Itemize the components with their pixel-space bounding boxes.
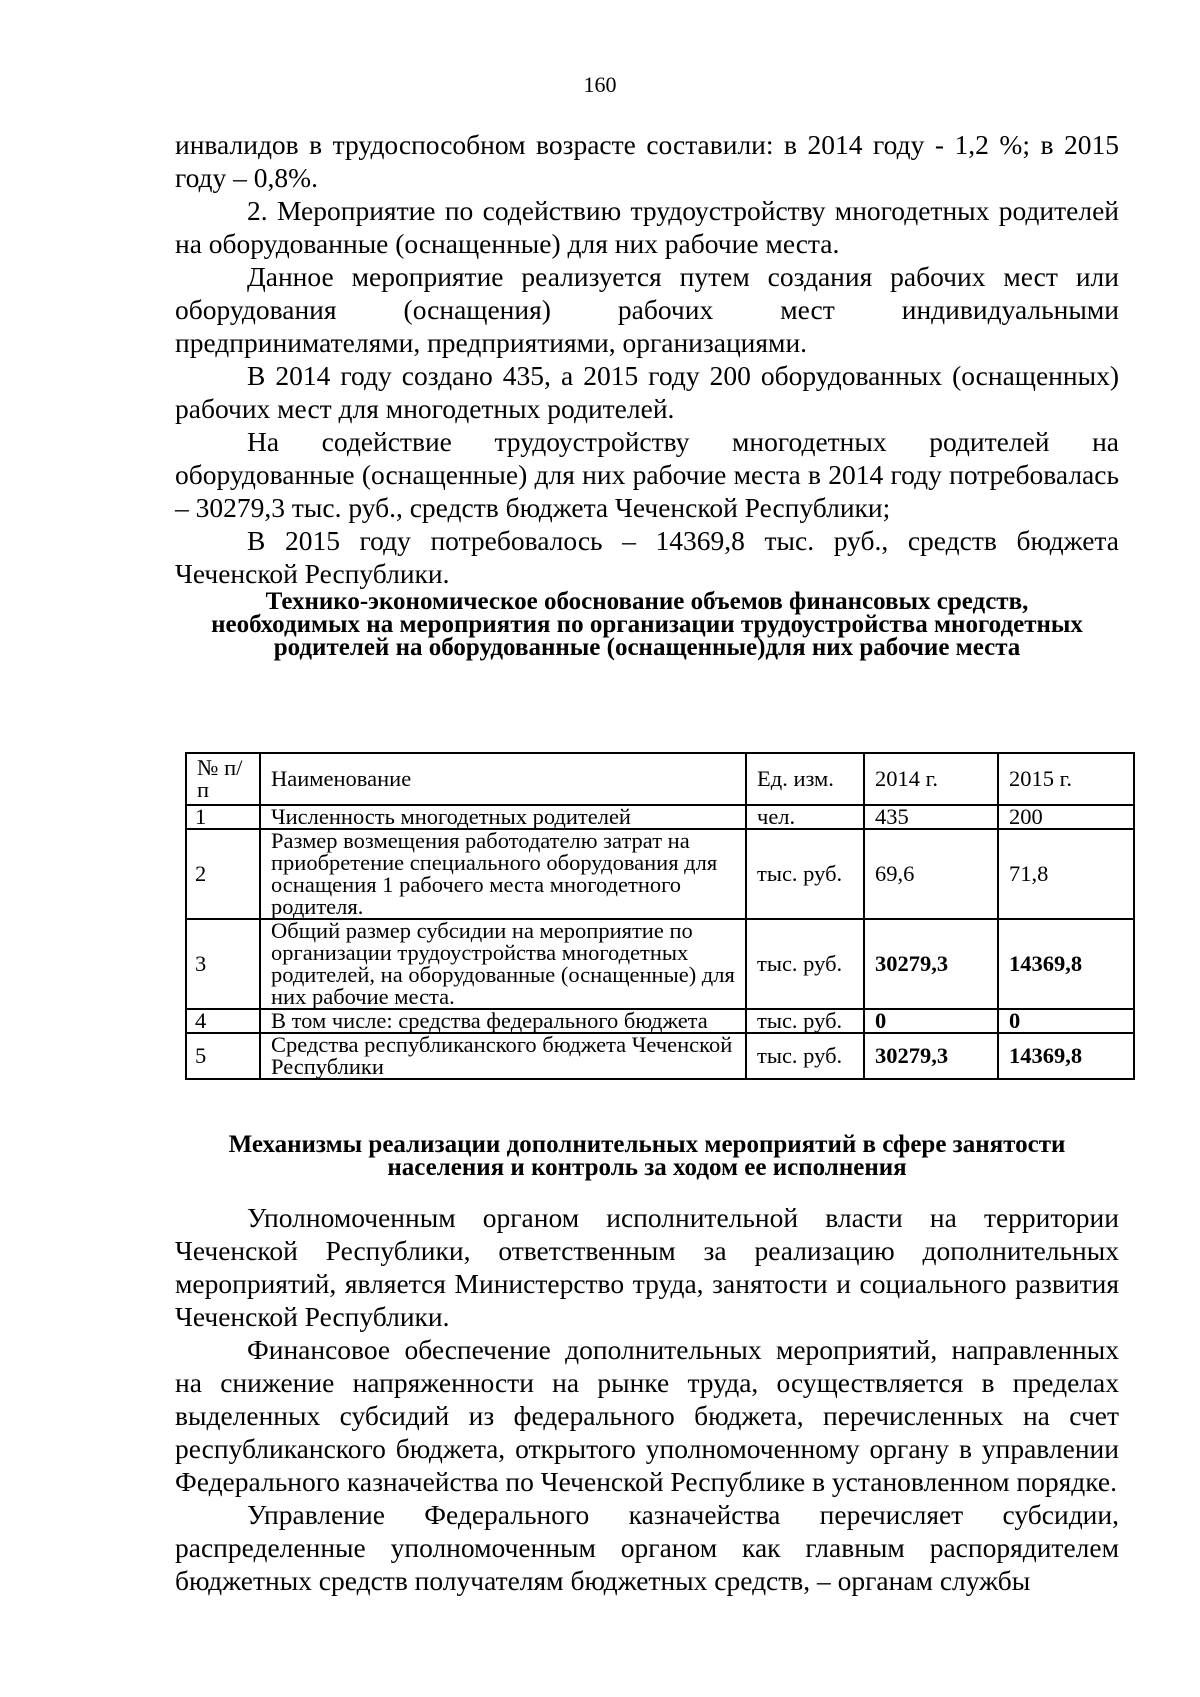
row-unit: тыс. руб. — [746, 829, 864, 919]
row-2014: 30279,3 — [864, 1033, 998, 1079]
row-name: Общий размер субсидии на мероприятие по организации трудоустройства многодетных родителей, на оборудованные (оснащенные) для них рабочие места. — [260, 919, 746, 1009]
header-2014: 2014 г. — [864, 753, 998, 805]
table-row — [186, 1009, 1134, 1033]
intro-paragraph-4: В 2014 году создано 435, а 2015 году 200 оборудованных (оснащенных) рабочих мест для многодетных родителей. — [175, 360, 1119, 424]
mechanisms-paragraph-2: Финансовое обеспечение дополнительных мероприятий, направленных на снижение напряженности на рынке труда, осуществляется в пределах выделенных субсидий из федерального бюджета, перечисленных на счет республиканского бюджета, открытого уполномоченному органу в управлении Федерального казначейства по Чеченской Республике в установленном порядке. — [175, 1334, 1119, 1497]
row-name: В том числе: средства федерального бюджета — [260, 1009, 746, 1033]
table-header-row — [186, 753, 1134, 805]
row-num: 5 — [186, 1033, 260, 1079]
row-2015: 71,8 — [998, 829, 1134, 919]
intro-paragraph-6: В 2015 году потребовалось – 14369,8 тыс. руб., средств бюджета Чеченской Республики. — [175, 525, 1119, 589]
tech-heading: Технико-экономическое обоснование объемов финансовых средств, необходимых на мероприятия по организации трудоустройства многодетных родителей на оборудованные (оснащенные)для них рабочие места — [211, 588, 1083, 661]
row-2015: 14369,8 — [998, 1033, 1134, 1079]
intro-paragraph-5: На содействие трудоустройству многодетных родителей на оборудованные (оснащенные) для них рабочие места в 2014 году потребовалась – 30279,3 тыс. руб., средств бюджета Чеченской Республики; — [175, 426, 1119, 523]
row-num: 3 — [186, 919, 260, 1009]
budget-table — [185, 752, 1135, 1080]
intro-paragraph-1: инвалидов в трудоспособном возрасте составили: в 2014 году - 1,2 %; в 2015 году – 0,8%. — [175, 129, 1119, 193]
row-2015: 14369,8 — [998, 919, 1134, 1009]
row-2015: 0 — [998, 1009, 1134, 1033]
table-row — [186, 805, 1134, 829]
table-row — [186, 919, 1134, 1009]
row-2014: 0 — [864, 1009, 998, 1033]
row-num: 1 — [186, 805, 260, 829]
row-2014: 30279,3 — [864, 919, 998, 1009]
row-num: 4 — [186, 1009, 260, 1033]
mechanisms-heading: Механизмы реализации дополнительных мероприятий в сфере занятости населения и контроль за ходом ее исполнения — [228, 1131, 1066, 1181]
row-2014: 69,6 — [864, 829, 998, 919]
mechanisms-paragraph-1: Уполномоченным органом исполнительной власти на территории Чеченской Республики, ответственным за реализацию дополнительных мероприятий, является Министерство труда, занятости и социального развития Чеченской Республики. — [175, 1202, 1119, 1332]
row-2014: 435 — [864, 805, 998, 829]
row-unit: тыс. руб. — [746, 919, 864, 1009]
page-number: 160 — [583, 72, 617, 97]
mechanisms-section — [175, 1133, 1119, 1597]
intro-section — [175, 128, 1119, 659]
row-name: Средства республиканского бюджета Чеченской Республики — [260, 1033, 746, 1079]
header-name: Наименование — [260, 753, 746, 805]
row-unit: тыс. руб. — [746, 1033, 864, 1079]
table-row — [186, 829, 1134, 919]
header-2015: 2015 г. — [998, 753, 1134, 805]
header-num: № п/п — [186, 753, 260, 805]
row-name: Численность многодетных родителей — [260, 805, 746, 829]
row-2015: 200 — [998, 805, 1134, 829]
row-name: Размер возмещения работодателю затрат на приобретение специального оборудования для оснащения 1 рабочего места многодетного родителя. — [260, 829, 746, 919]
row-unit: чел. — [746, 805, 864, 829]
intro-paragraph-3: Данное мероприятие реализуется путем создания рабочих мест или оборудования (оснащения) рабочих мест индивидуальными предпринимателями, предприятиями, организациями. — [175, 261, 1119, 358]
row-num: 2 — [186, 829, 260, 919]
table-row — [186, 1033, 1134, 1079]
row-unit: тыс. руб. — [746, 1009, 864, 1033]
mechanisms-paragraph-3: Управление Федерального казначейства перечисляет субсидии, распределенные уполномоченным органом как главным распорядителем бюджетных средств получателям бюджетных средств, – органам службы — [175, 1499, 1119, 1596]
header-unit: Ед. изм. — [746, 753, 864, 805]
intro-paragraph-2: 2. Мероприятие по содействию трудоустройству многодетных родителей на оборудованные (оснащенные) для них рабочие места. — [175, 195, 1119, 259]
